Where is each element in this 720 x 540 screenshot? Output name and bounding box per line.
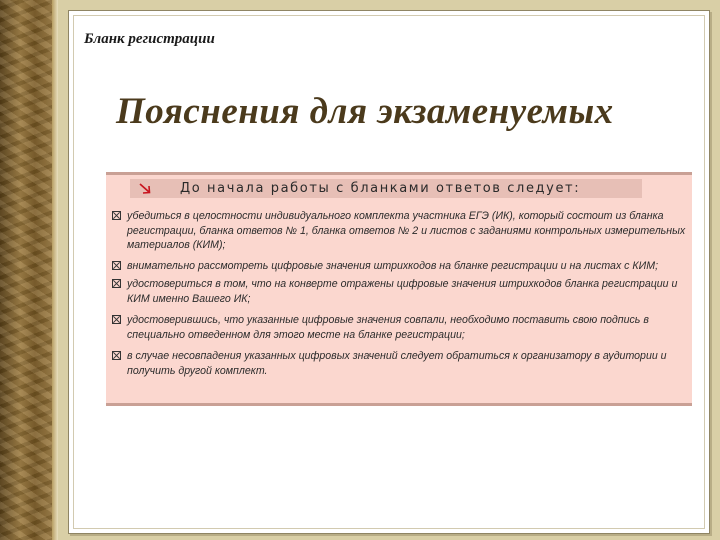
instructions-panel [106, 172, 692, 406]
list-item-text: убедиться в целостности индивидуального комплекта участника ЕГЭ (ИК), который состоит из бланка регистрации, бланка ответов № 1, бланка ответов № 2 и листов с заданиями контрольных измерительных материалов (КИМ); [127, 210, 686, 251]
slide-small-title: Бланк регистрации [84, 31, 215, 47]
instructions-list [112, 209, 688, 380]
list-item [112, 349, 688, 378]
list-item-text: удостовериться в том, что на конверте отражены цифровые значения штрихкодов бланка регистрации и КИМ именно Вашего ИК; [127, 278, 678, 305]
decorative-background-strip [0, 0, 58, 540]
list-item-text: удостоверившись, что указанные цифровые значения совпали, необходимо поставить свою подпись в специально отведенном для этого месте на бланке регистрации; [127, 314, 649, 341]
instructions-header-text: До начала работы с бланками ответов следует: [180, 181, 581, 196]
slide-title: Пояснения для экзаменуемых [116, 91, 614, 132]
list-item-text: внимательно рассмотреть цифровые значения штрихкодов на бланке регистрации и на листах с КИМ; [127, 259, 659, 272]
list-item [112, 209, 688, 253]
list-item [112, 277, 688, 306]
checkbox-icon [112, 211, 121, 220]
arrow-icon [130, 183, 160, 195]
instructions-header [130, 179, 642, 198]
list-item [112, 259, 688, 274]
list-item [112, 313, 688, 342]
checkbox-icon [112, 315, 121, 324]
checkbox-icon [112, 351, 121, 360]
checkbox-icon [112, 261, 121, 270]
list-item-text: в случае несовпадения указанных цифровых значений следует обратиться к организатору в аудитории и получить другой комплект. [127, 350, 667, 377]
checkbox-icon [112, 279, 121, 288]
